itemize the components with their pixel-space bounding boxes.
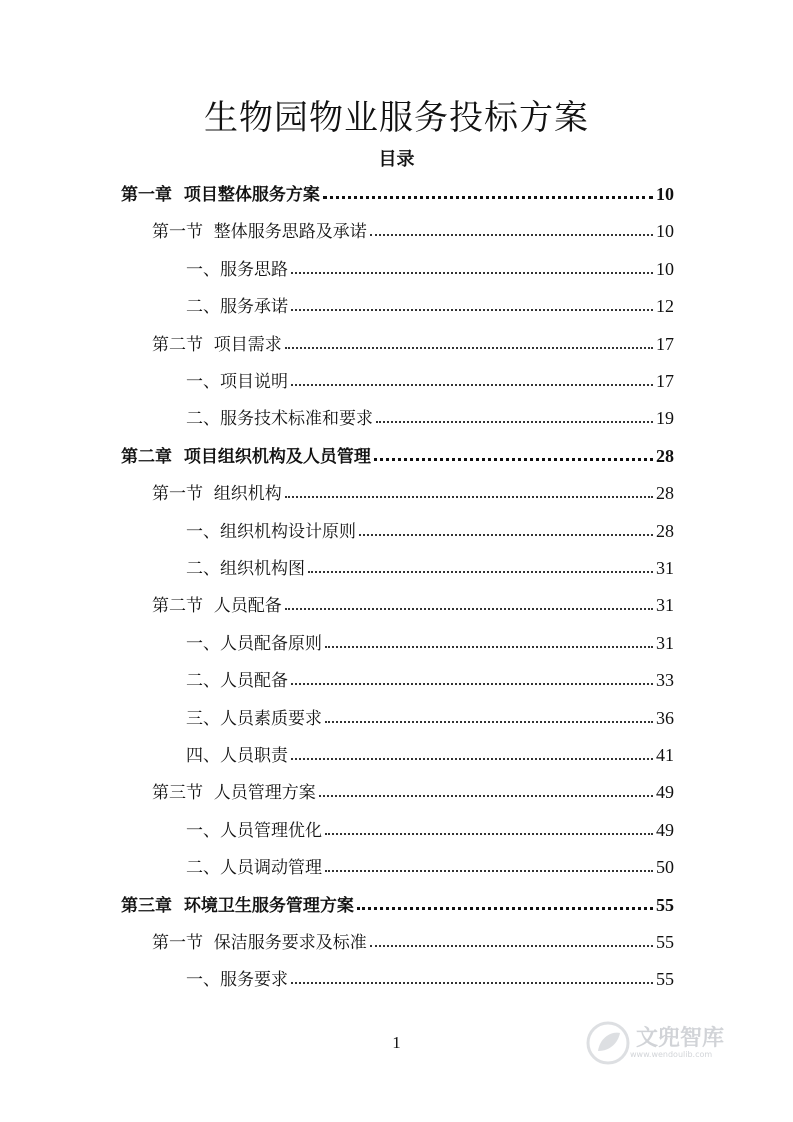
toc-entry-page: 41	[656, 745, 674, 765]
toc-subsection-entry[interactable]	[186, 811, 674, 841]
toc-entry-page: 10	[656, 184, 674, 204]
toc-entry-page: 31	[656, 558, 674, 578]
toc-entry-label: 第一章 项目整体服务方案	[121, 185, 320, 205]
toc-leader-dots	[319, 794, 653, 797]
toc-section-entry[interactable]	[152, 474, 674, 504]
toc-entry-label: 第三章 环境卫生服务管理方案	[121, 895, 354, 916]
toc-entry-label: 第二章 项目组织机构及人员管理	[121, 446, 371, 467]
toc-entry-page: 19	[656, 408, 674, 429]
toc-entry-page: 17	[656, 371, 674, 391]
toc-entry-label: 二、组织机构图	[186, 559, 305, 579]
toc-subsection-entry[interactable]	[186, 549, 674, 579]
toc-entry-label: 二、人员调动管理	[186, 858, 322, 879]
toc-section-entry[interactable]	[152, 773, 674, 803]
toc-leader-dots	[325, 645, 653, 648]
toc-leader-dots	[374, 457, 653, 461]
toc-subsection-entry[interactable]	[186, 512, 674, 542]
toc-leader-dots	[376, 420, 653, 423]
toc-entry-label: 二、服务承诺	[186, 297, 288, 318]
toc-entry-page: 10	[656, 258, 674, 279]
toc-entry-page: 28	[656, 520, 674, 541]
leaf-logo-icon	[586, 1021, 630, 1065]
toc-section-entry[interactable]	[152, 586, 674, 616]
toc-entry-page: 49	[656, 782, 674, 803]
toc-leader-dots	[291, 271, 653, 274]
toc-heading: 目录	[378, 149, 415, 170]
toc-entry-page: 55	[656, 894, 674, 915]
toc-subsection-entry[interactable]	[186, 848, 674, 878]
toc-entry-page: 10	[656, 221, 674, 242]
toc-subsection-entry[interactable]	[186, 624, 674, 654]
toc-leader-dots	[370, 944, 653, 947]
toc-entry-label: 一、人员管理优化	[186, 820, 322, 841]
toc-leader-dots	[285, 346, 653, 349]
toc-entry-page: 17	[656, 333, 674, 354]
toc-entry-page: 50	[656, 857, 674, 878]
toc-entry-label: 一、服务要求	[186, 970, 288, 991]
toc-entry-label: 第二节 人员配备	[152, 596, 282, 617]
toc-leader-dots	[370, 233, 653, 236]
toc-leader-dots	[291, 308, 653, 311]
toc-entry-label: 一、人员配备原则	[186, 633, 322, 654]
toc-entry-label: 第一节 组织机构	[152, 484, 282, 505]
toc-entry-page: 12	[656, 296, 674, 317]
toc-entry-page: 28	[656, 483, 674, 504]
toc-leader-dots	[325, 832, 653, 835]
toc-entry-page: 33	[656, 670, 674, 691]
toc-subsection-entry[interactable]	[186, 399, 674, 429]
toc-entry-label: 第二节 项目需求	[152, 334, 282, 355]
page-number: 1	[392, 1033, 401, 1052]
toc-entry-label: 一、服务思路	[186, 259, 288, 280]
toc-section-entry[interactable]	[152, 325, 674, 355]
toc-entry-label: 第三节 人员管理方案	[152, 783, 316, 804]
toc-entry-label: 三、人员素质要求	[186, 708, 322, 729]
toc-subsection-entry[interactable]	[186, 287, 674, 317]
toc-section-entry[interactable]	[152, 923, 674, 953]
toc-entry-label: 一、项目说明	[186, 372, 288, 392]
toc-leader-dots	[285, 495, 653, 498]
toc-entry-label: 四、人员职责	[186, 746, 288, 766]
toc-entry-page: 55	[656, 932, 674, 952]
watermark	[586, 1018, 756, 1068]
toc-entry-label: 一、组织机构设计原则	[186, 521, 356, 542]
toc-leader-dots	[308, 570, 653, 573]
toc-leader-dots	[323, 195, 653, 199]
toc-leader-dots	[291, 383, 653, 386]
toc-subsection-entry[interactable]	[186, 960, 674, 990]
toc-entry-label: 第一节 保洁服务要求及标准	[152, 933, 367, 953]
toc-entry-page: 55	[656, 969, 674, 990]
toc-leader-dots	[325, 869, 653, 872]
toc-entry-label: 二、人员配备	[186, 671, 288, 692]
document-title: 生物园物业服务投标方案	[204, 98, 589, 138]
toc-leader-dots	[359, 533, 653, 536]
toc-entry-label: 第一节 整体服务思路及承诺	[152, 222, 367, 243]
toc-entry-page: 31	[656, 632, 674, 653]
toc-entry-page: 28	[656, 445, 674, 466]
watermark-url: www.wendoulib.com	[630, 1049, 713, 1059]
toc-subsection-entry[interactable]	[186, 661, 674, 691]
toc-subsection-entry[interactable]	[186, 699, 674, 729]
toc-leader-dots	[291, 981, 653, 984]
toc-chapter-entry[interactable]	[121, 175, 674, 205]
toc-leader-dots	[291, 757, 653, 760]
toc-chapter-entry[interactable]	[121, 886, 674, 916]
toc-chapter-entry[interactable]	[121, 437, 674, 467]
toc-leader-dots	[325, 720, 653, 723]
toc-subsection-entry[interactable]	[186, 362, 674, 392]
toc-section-entry[interactable]	[152, 212, 674, 242]
toc-leader-dots	[357, 906, 653, 910]
watermark-text: 文兜智库	[636, 1025, 725, 1051]
toc-entry-page: 31	[656, 595, 674, 616]
toc-leader-dots	[285, 607, 653, 610]
toc-entry-page: 49	[656, 819, 674, 840]
toc-subsection-entry[interactable]	[186, 250, 674, 280]
toc-entry-page: 36	[656, 707, 674, 728]
toc-entry-label: 二、服务技术标准和要求	[186, 409, 373, 430]
toc-leader-dots	[291, 682, 653, 685]
toc-subsection-entry[interactable]	[186, 736, 674, 766]
